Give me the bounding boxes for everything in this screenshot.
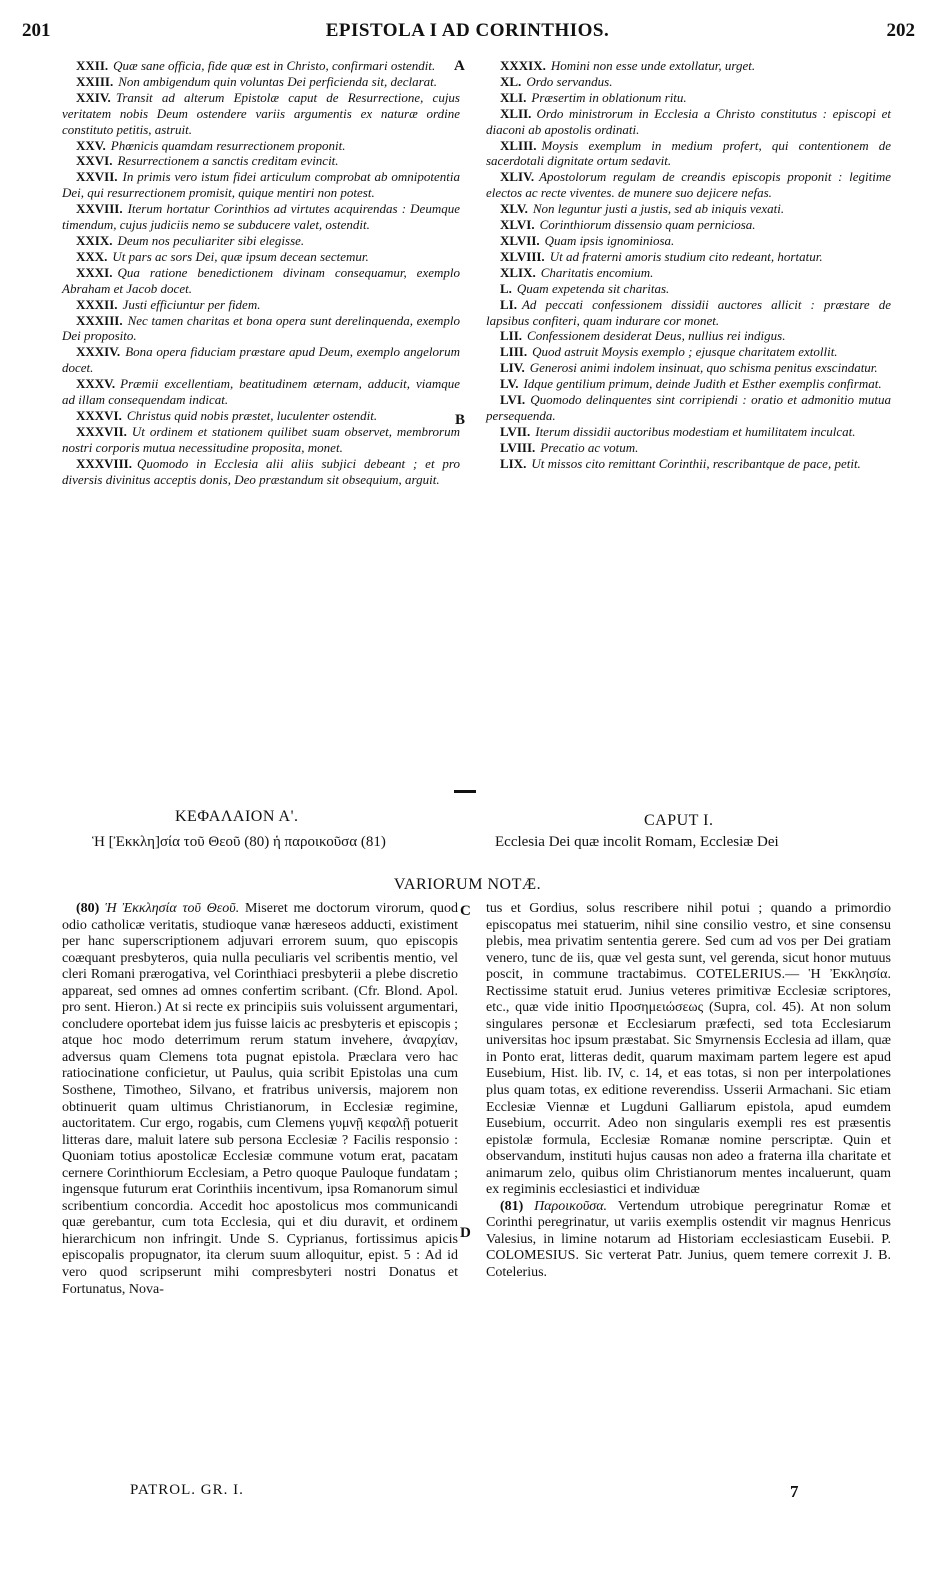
summary-entry [62, 456, 460, 488]
summary-entry-text: Ut ad fraterni amoris studium cito redeant, hortatur. [549, 248, 823, 264]
summary-entry-number: LVI. [500, 392, 526, 408]
footer-signature: 7 [790, 1482, 799, 1501]
summary-entry-number: XXXIV. [76, 344, 121, 360]
note-lemma: Ἡ Ἐκκλησία τοῦ Θεοῦ. [105, 901, 240, 916]
summary-entry-number: XXXIII. [76, 312, 123, 328]
summary-entry [486, 392, 891, 424]
summary-entry [486, 281, 891, 297]
running-title: EPISTOLA I AD CORINTHIOS. [325, 20, 610, 41]
summary-entry [486, 344, 891, 360]
notes-left-column [62, 901, 458, 1298]
summary-entry-text: Justi efficiuntur per fidem. [122, 296, 261, 312]
summary-entry-number: XLIII. [500, 137, 537, 153]
summary-entry-number: XXVI. [76, 153, 113, 169]
summary-entry [486, 328, 891, 344]
summary-entry-number: XXXIX. [500, 58, 546, 73]
summary-entry-text: Nec tamen charitas et bona opera sunt derelinquenda, exemplo Dei proposito. [62, 312, 460, 344]
note-text: tus et Gordius, solus rescribere nihil potui ; quando a primordio episcopatus mei statuerim, nihil sine consilio vestro, et sine consensu plebis, mea privatim sententia gerere. Sed cum ad vos per Dei gratiam venero, tunc de iis, quæ vel gesta sunt, vel gerenda, sicut honor mutuus poscit, in commune tractabimus. COTELERIUS.— Ἡ Ἐκκλησία. Rectissime statuit erud. Junius veteres primitivæ Ecclesiæ scriptores, etc., quæ vide initio Προσημειώσεως (Supra, col. 45). At non solum singulares personæ et Ecclesiarum præfecti, sed tota Ecclesiarum universitas hoc ipsum præstabat. Sic Smyrnensis Ecclesia ad illam, quæ in Ponto erat, litteras dedit, quarum maximam partem legere est apud Eusebium, Hist. lib. IV, c. 14, et eas totas, si non per interpolationes plus quam totas, ex editione reverendiss. Usserii Armachani. Sic etiam Ecclesiæ Viennæ et Lugduni Galliarum epistola, apud eumdem Eusebium, occurrit. Adeo non singularis exempli res est præsentis epistolæ formula, Ecclesiæ Romanæ nomine perscriptæ. Quin et observandum, instituti hujus causas non adeo a fraterna illa charitate et animarum zelo, quibus olim Christianorum mentes incaluerunt, quam ex regiminis ecclesiastici et individuæ [486, 901, 891, 1198]
summary-entry [62, 153, 460, 169]
summary-entry-text: Phœnicis quamdam resurrectionem proponit. [110, 137, 346, 153]
summary-entry [62, 169, 460, 201]
summary-entry [486, 138, 891, 170]
summary-entry-text: Ut pars ac sors Dei, quæ ipsum decean sectemur. [112, 248, 369, 264]
summary-entry-number: XLVIII. [500, 248, 545, 264]
summary-entry [486, 90, 891, 106]
summary-entry [62, 376, 460, 408]
latin-chapter-text: Ecclesia Dei quæ incolit Romam, Ecclesiæ Dei [495, 834, 779, 850]
summary-entry-text: In primis vero istum fidei articulum comprobat ab omnipotentia Dei, qui resurrectionem promisit, quique mentiri non potest. [62, 169, 460, 201]
notes-heading: VARIORUM NOTÆ. [393, 876, 542, 893]
summary-entry [486, 265, 891, 281]
note-paragraph [62, 901, 458, 1298]
summary-entry [62, 408, 460, 424]
summary-entry-text: Ut missos cito remittant Corinthii, rescribantque de pace, petit. [531, 455, 861, 471]
summary-entry [62, 344, 460, 376]
note-reference: (81) [500, 1198, 524, 1214]
summary-entry [486, 58, 891, 74]
summary-entry-text: Precatio ac votum. [540, 439, 639, 455]
summary-entry-number: LVIII. [500, 439, 536, 455]
summary-entry [486, 424, 891, 440]
summary-entry-number: XXIX. [76, 232, 113, 248]
summary-entry-text: Bona opera fiduciam præstare apud Deum, exemplo angelorum docet. [62, 344, 460, 376]
summary-entry-number: L. [500, 280, 512, 296]
summary-entry-text: Præmii excellentiam, beatitudinem æternam, adducit, viamque ad illam consequendam indicat. [62, 376, 460, 408]
summary-entry-text: Quod astruit Moysis exemplo ; ejusque charitatem extollit. [532, 344, 838, 360]
summary-entry-text: Idque gentilium primum, deinde Judith et Esther exemplis confirmat. [523, 376, 882, 392]
summary-entry [62, 201, 460, 233]
summary-entry-number: LVII. [500, 423, 531, 439]
summary-entry-text: Corinthiorum dissensio quam perniciosa. [539, 217, 756, 233]
note-paragraph [486, 1199, 891, 1282]
summary-entry [486, 297, 891, 329]
summary-entry-number: XXIII. [76, 73, 114, 89]
notes-right-column [486, 901, 891, 1282]
footer-volume: PATROL. GR. I. [130, 1482, 244, 1498]
summary-entry [486, 169, 891, 201]
greek-chapter-heading: ΚΕΦΑΛΑΙΟΝ Α'. [175, 808, 299, 825]
summary-entry-number: LIII. [500, 344, 528, 360]
summary-entry-text: Charitatis encomium. [540, 264, 654, 280]
summary-entry-text: Quam ipsis ignominiosa. [544, 232, 675, 248]
summary-entry [62, 233, 460, 249]
summary-entry-text: Transit ad alterum Epistolæ caput de Resurrectione, cujus veritatem nobis Deum ostendere variis argumentis ex naturæ ordine constituto petitis, astruit. [62, 89, 460, 137]
summary-entry-number: XXXVIII. [76, 455, 132, 471]
summary-entry-number: LIX. [500, 455, 527, 471]
margin-marker-b: B [455, 412, 466, 428]
summary-entry-text: Quomodo in Ecclesia alii aliis subjici debeant ; et pro diversis divinitus acceptis donis, Deo præstandum sit obsequium, arguit. [62, 455, 460, 487]
summary-entry-number: XXXV. [76, 376, 116, 392]
section-divider [454, 790, 476, 793]
latin-chapter-heading: CAPUT I. [644, 812, 714, 829]
summary-entry-text: Apostolorum regulam de creandis episcopis proponit : legitime electos ac recte viventes. de munere suo dejicere nefas. [486, 169, 891, 201]
summary-entry-text: Confessionem desiderat Deus, nullius rei indigus. [527, 328, 786, 344]
summary-entry-number: XXXVI. [76, 407, 122, 423]
summary-entry-number: XXXVII. [76, 423, 127, 439]
summary-entry-text: Quomodo delinquentes sint corripiendi : oratio et admonitio mutua persequenda. [486, 392, 891, 423]
summary-entry-number: XLI. [500, 89, 527, 105]
summary-entry [486, 201, 891, 217]
summary-entry-text: Quam expetenda sit charitas. [516, 280, 670, 296]
margin-marker-d: D [460, 1225, 471, 1241]
summary-entry-text: Iterum dissidii auctoribus modestiam et humilitatem inculcat. [535, 423, 856, 439]
margin-marker-c: C [460, 903, 471, 919]
summary-entry-text: Iterum hortatur Corinthios ad virtutes acquirendas : Deumque timendum, cujus judiciis nemo se subducere valet, ostendit. [62, 201, 460, 233]
summary-entry [62, 249, 460, 265]
note-paragraph [486, 901, 891, 1199]
summary-entry-number: LIV. [500, 360, 525, 376]
summary-entry-number: LII. [500, 328, 523, 344]
page-number-left: 201 [22, 20, 51, 41]
note-text: Miseret me doctorum virorum, quod odio catholicæ veritatis, studioque vanæ hæreseos adducti, existiment per hanc superscriptionem adjuvari errorem suum, quo episcopis coæquant presbyteros, quia nulla peculiaris vel scribentis mentio, vel cleri Romani prærogativa, vel Corinthiaci presbyterii a plebe discretio appareat, sed omnes ad omnes confertim scribant. (Cfr. Blond. Apol. pro sent. Hieron.) At si recte ex principiis suis voluissent argumentari, concludere oportebat idem jus fuisse laicis ac presbyteris et episcopis ; atque hoc modo deterrimum rerum statum invehere, ἀναρχίαν, adversus quam Clemens tota pugnat epistola. Præclara vero hac ratiocinatione conficietur, ut Paulus, quia scribit Epistolas una cum Sosthene, Timotheo, Silvano, et fratribus universis, majorem non obtinuerit quam ultimus Christianorum, in Ecclesiæ regimine, auctoritatem. Cur ergo, rogabis, cum Clemens γυμνῇ κεφαλῇ potuerit litteras dare, maluit latere sub persona Ecclesiæ ? Facilis responsio : Quoniam totius apostolicæ Ecclesiæ commune votum erat, pacatam cernere Corinthiorum Ecclesiam, a Petro quoque Pauloque fundatam ; ingensque futurum erat Corinthiis incentivum, ipsa Romanorum simul scribentium concordia. Accedit hoc apostolicus mos communicandi quæ gerebantur, cum tota Ecclesia, qui et diu duravit, et ordinem hierarchicum non infringit. Unde S. Cyprianus, fortissimus apicis episcopalis propugnator, ita clerum suum alloquitur, epist. 5 : Ad id vero quod scripserunt mihi compresbyteri nostri Donatus et Fortunatus, Nova- [62, 901, 459, 1297]
summary-entry-number: XL. [500, 73, 522, 89]
summary-entry-text: Quæ sane officia, fide quæ est in Christo, confirmari ostendit. [113, 58, 436, 73]
summary-entry [486, 249, 891, 265]
summary-entry-number: XXXII. [76, 296, 118, 312]
summary-entry [486, 360, 891, 376]
summary-entry-number: LI. [500, 296, 517, 312]
summary-entry-number: XLIX. [500, 264, 536, 280]
summary-entry-text: Resurrectionem a sanctis creditam evincit. [117, 153, 339, 169]
page-number-right: 202 [886, 20, 915, 41]
summary-entry-text: Non leguntur justi a justis, sed ab iniquis vexati. [532, 201, 785, 217]
summary-entry-text: Præsertim in oblationum ritu. [531, 89, 687, 105]
summary-entry-number: XLVI. [500, 217, 535, 233]
summary-entry [486, 376, 891, 392]
summary-right-column [486, 58, 891, 472]
summary-entry-number: LV. [500, 376, 519, 392]
summary-entry-text: Ad peccati confessionem dissidii auctores allicit : præstare de lapsibus confiteri, quam indurare cor monet. [486, 296, 891, 328]
summary-entry [62, 74, 460, 90]
summary-entry [62, 265, 460, 297]
summary-entry-text: Christus quid nobis præstet, luculenter ostendit. [126, 407, 378, 423]
margin-marker-a: A [454, 58, 465, 74]
summary-entry [486, 217, 891, 233]
summary-entry-number: XLV. [500, 201, 528, 217]
summary-entry-number: XXXI. [76, 264, 113, 280]
summary-entry-number: XXVIII. [76, 201, 123, 217]
summary-entry-number: XXX. [76, 248, 108, 264]
summary-entry-number: XXII. [76, 58, 109, 73]
summary-entry-text: Moysis exemplum in medium profert, qui contentionem de sacerdotali dignitate ortum sedavit. [486, 137, 891, 169]
summary-entry [62, 138, 460, 154]
greek-chapter-text: Ἡ [Ἐκκλη]σία τοῦ Θεοῦ (80) ἡ παροικοῦσα (81) [92, 834, 386, 850]
summary-entry-text: Generosi animi indolem insinuat, quo schisma penitus exscindatur. [529, 360, 878, 376]
summary-entry-text: Ordo ministrorum in Ecclesia a Christo constitutus : episcopi et diaconi ab apostolis ordinati. [486, 105, 891, 137]
summary-entry [486, 233, 891, 249]
summary-entry-number: XLVII. [500, 232, 540, 248]
note-text: Vertendum utrobique peregrinatur Romæ et Corinthi peregrinatur, ut variis exemplis ostendit vir magnus Henricus Valesius, in limine notarum ad Historiam ecclesiasticam Eusebii. P. COLOMESIUS. Sic verterat Patr. Junius, quem temere correxit J. B. Cotelerius. [486, 1198, 892, 1281]
summary-entry-text: Ut ordinem et stationem quilibet suam observet, membrorum nostri corporis mutua necessitudine proposita, monet. [62, 423, 460, 455]
summary-entry [62, 90, 460, 138]
summary-entry [62, 58, 460, 74]
summary-entry [486, 106, 891, 138]
summary-left-column [62, 58, 460, 487]
summary-entry-number: XXVII. [76, 169, 118, 185]
summary-entry [486, 456, 891, 472]
note-reference: (80) [76, 901, 100, 916]
summary-entry-text: Deum nos peculiariter sibi elegisse. [117, 232, 305, 248]
summary-entry-number: XLII. [500, 105, 532, 121]
summary-entry-number: XXV. [76, 137, 106, 153]
summary-entry-text: Homini non esse unde extollatur, urget. [550, 58, 756, 73]
summary-entry [486, 74, 891, 90]
summary-entry-text: Qua ratione benedictionem divinam consequamur, exemplo Abraham et Jacob docet. [62, 264, 460, 296]
summary-entry [62, 424, 460, 456]
summary-entry [486, 440, 891, 456]
summary-entry-text: Non ambigendum quin voluntas Dei perficienda sit, declarat. [118, 73, 438, 89]
note-lemma: Παροικοῦσα. [534, 1198, 608, 1214]
summary-entry-text: Ordo servandus. [526, 73, 613, 89]
summary-entry [62, 313, 460, 345]
summary-entry [62, 297, 460, 313]
summary-entry-number: XLIV. [500, 169, 535, 185]
summary-entry-number: XXIV. [76, 89, 111, 105]
